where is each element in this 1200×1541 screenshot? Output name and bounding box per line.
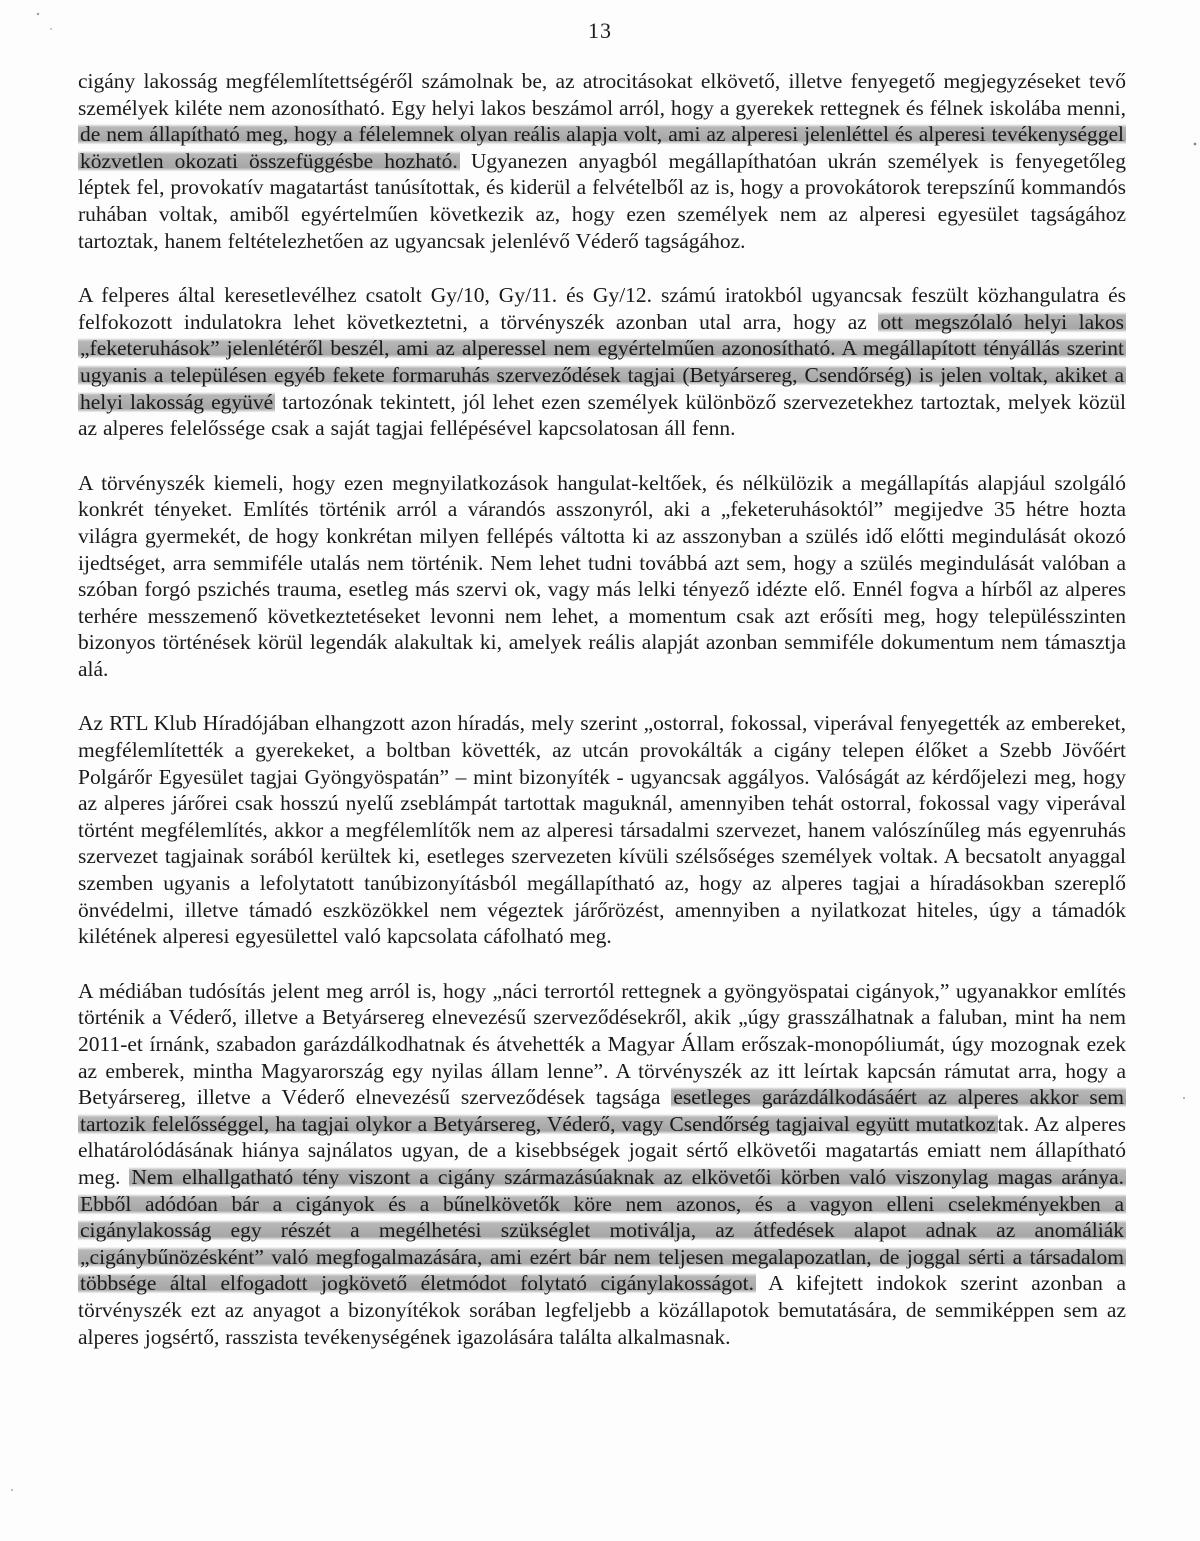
document-body <box>78 68 1126 1378</box>
text-segment: A törvényszék kiemeli, hogy ezen megnyilatkozások hangulat-keltőek, és nélkülözik a megállapítás alapjául szolgáló konkrét tényeket. Említés történik arról a várandós asszonyról, aki a „feketeruhásoktól” megijedve 35 hétre hozta világra gyermekét, de hogy konkrétan milyen fellépés váltotta ki az asszonyban a szülés idő előtti megindulását okozó ijedtséget, arra semmiféle utalás nem történik. Nem lehet tudni továbbá azt sem, hogy a szülés megindulását valóban a szóban forgó pszichés trauma, esetleg más szervi ok, vagy más lelki tényező idézte elő. Ennél fogva a hírből az alperes terhére messzemenő következtetéseket levonni nem lehet, a momentum csak azt erősíti meg, hogy településszinten bizonyos történések körül legendák alakultak ki, amelyek reális alapját azonban semmiféle dokumentum nem támasztja alá. <box>78 470 1126 681</box>
text-segment: cigány lakosság megfélemlítettségéről számolnak be, az atrocitásokat elkövető, illetve fenyegető megjegyzéseket tevő személyek kiléte nem azonosítható. Egy helyi lakos beszámol arról, hogy a gyerekek rettegnek és félnek iskolába menni, <box>78 69 1126 120</box>
text-segment: A médiában tudósítás jelent meg arról is, hogy „náci terrortól rettegnek a gyöngyöspatai cigányok,” ugyanakkor említés történik a Véderő, illetve a Betyársereg elnevezésű szerveződésekről, akik „úgy grasszálhatnak a faluban, mint ha nem 2011-et írnánk, szabadon garázdálkodhatnak és átvehették a Magyar Állam erőszak-monopóliumát, úgy mozognak ezek az emberek, mintha Magyarország egy nyilas állam lenne”. A törvényszék az itt leírtak kapcsán rámutat arra, hogy a Betyársereg, illetve a Véderő elnevezésű szerveződések tagsága <box>78 978 1126 1110</box>
highlighted-text: de nem állapítható meg, hogy a félelemnek olyan reális alapja volt, ami az alperesi jelenléttel és alperesi tevékenységgel közvetlen okozati összefüggésbe hozható. <box>80 122 1124 173</box>
text-segment: Ugyanezen anyagból megállapíthatóan ukrán személyek is fenyegetőleg léptek fel, provokatív magatartást tanúsítottak, és kiderül a felvételből az is, hogy a provokátorok terepszínű kommandós ruhában voltak, amiből egyértelműen következik az, hogy ezen személyek nem az alperesi egyesület tagságához tartoztak, hanem feltételezhetően az ugyancsak jelenlévő Véderő tagságához. <box>78 148 1126 253</box>
page-number: 13 <box>588 18 612 43</box>
paragraph-4 <box>78 710 1126 949</box>
text-segment: A kifejtett indokok szerint azonban a törvényszék ezt az anyagot a bizonyítékok sorában legfeljebb a közállapotok bemutatására, de semmiképpen sem az alperes jogsértő, rasszista tevékenységének igazolására találta alkalmasnak. <box>78 1271 1126 1349</box>
text-segment: tak. Az alperes elhatárolódásának hiánya sajnálatos ugyan, de a kisebbségek jogait sértő elkövetői magatartás emiatt nem állapítható meg. <box>78 1111 1126 1189</box>
paragraph-3 <box>78 470 1126 683</box>
text-segment: tartozónak tekintett, jól lehet ezen személyek különböző szervezetekhez tartoztak, melyek közül az alperes felelőssége csak a saját tagjai fellépésével kapcsolatosan áll fenn. <box>78 389 1126 441</box>
highlighted-text: ott megszólaló helyi lakos „feketeruhások” jelenlétéről beszél, ami az alperessel nem egyértelműen azonosítható. A megállapított tényállás szerint ugyanis a településen egyéb fekete formaruhás szerveződések tagjai (Betyársereg, Csendőrség) is jelen voltak, akiket a helyi lakosság együvé <box>80 309 1124 414</box>
paragraph-1 <box>78 68 1126 254</box>
paragraph-2 <box>78 282 1126 442</box>
text-segment: A felperes által keresetlevélhez csatolt Gy/10, Gy/11. és Gy/12. számú iratokból ugyancsak feszült közhangulatra és felfokozott indulatokra lehet következtetni, a törvényszék azonban utal arra, hogy az <box>78 283 1126 334</box>
highlighted-text: Nem elhallgatható tény viszont a cigány származásúaknak az elkövetői körben való viszonylag magas aránya. Ebből adódóan bár a cigányok és a bűnelkövetők köre nem azonos, és a vagyon elleni cselekményekben a cigánylakosság egy részét a megélhetési szükséglet motiválja, az átfedések alapot adnak az anomáliák „cigánybűnözésként” való megfogalmazására, ami ezért bár nem teljesen megalapozatlan, de joggal sérti a társadalom többsége által elfogadott jogkövető életmódot folytató cigánylakosságot. <box>80 1164 1124 1296</box>
paragraph-5 <box>78 978 1126 1350</box>
text-segment: Az RTL Klub Híradójában elhangzott azon híradás, mely szerint „ostorral, fokossal, viperával fenyegették az embereket, megfélemlítették a gyerekeket, a boltban követték, az utcán provokálták a cigány telepen élőket a Szebb Jövőért Polgárőr Egyesület tagjai Gyöngyöspatán” – mint bizonyíték - ugyancsak aggályos. Valóságát az kérdőjelezi meg, hogy az alperes járőrei csak hosszú nyelű zseblámpát tartottak maguknál, amennyiben tehát ostorral, fokossal vagy viperával történt megfélemlítés, akkor a megfélemlítők nem az alperesi társadalmi szervezet, hanem valószínűleg más egyenruhás szervezet tagjainak sorából kerültek ki, esetleges szervezeten kívüli szélsőséges személyek voltak. A becsatolt anyaggal szemben ugyanis a lefolytatott tanúbizonyításból megállapítható az, hogy az alperes tagjai a híradásokban szereplő önvédelmi, illetve támadó eszközökkel nem végeztek járőrözést, amennyiben a nyilatkozat hiteles, úgy a támadók kilétének alperesi egyesülettel való kapcsolata cáfolható meg. <box>78 711 1126 949</box>
highlighted-text: esetleges garázdálkodásáért az alperes akkor sem tartozik felelősséggel, ha tagjai olykor a Betyársereg, Véderő, vagy Csendőrség tagjaival együtt mutatkoz <box>80 1085 1125 1136</box>
